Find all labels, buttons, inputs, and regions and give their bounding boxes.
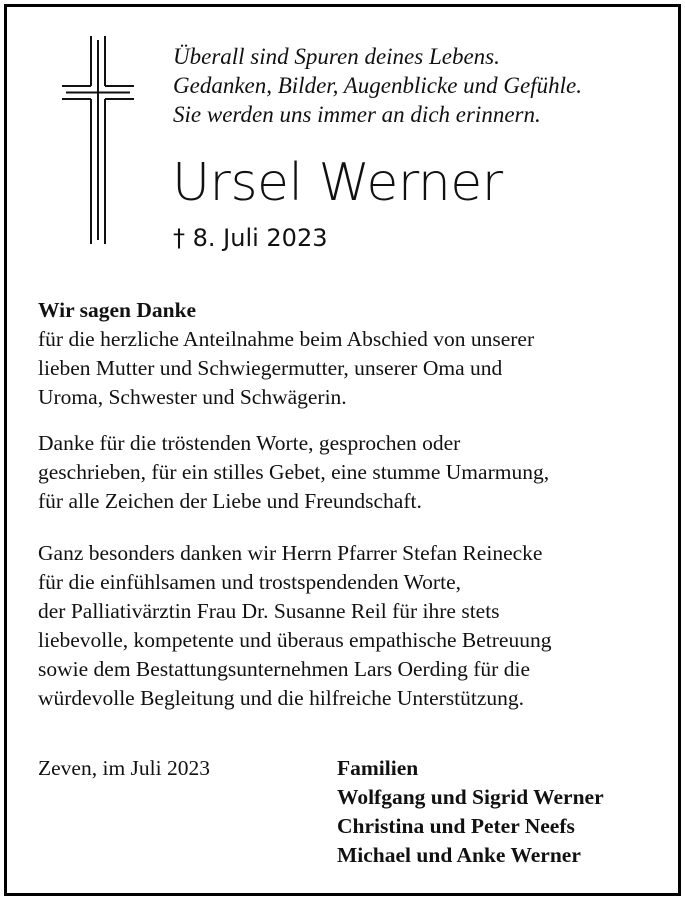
poem-line: Sie werden uns immer an dich erinnern. bbox=[173, 102, 541, 127]
poem bbox=[173, 42, 582, 129]
thanks-paragraph-2 bbox=[38, 429, 549, 516]
signer-line: Michael und Anke Werner bbox=[337, 843, 581, 867]
text-line: Ganz besonders danken wir Herrn Pfarrer Stefan Reinecke bbox=[38, 541, 543, 565]
text-line: für die einfühlsamen und trostspendenden Worte, bbox=[38, 570, 461, 594]
signer-line: Christina und Peter Neefs bbox=[337, 814, 575, 838]
text-line: Danke für die tröstenden Worte, gesprochen oder bbox=[38, 431, 461, 455]
text-line: geschrieben, für ein stilles Gebet, eine stumme Umarmung, bbox=[38, 460, 550, 484]
text-line: liebevolle, kompetente und überaus empathische Betreuung bbox=[38, 628, 552, 652]
signer-line: Wolfgang und Sigrid Werner bbox=[337, 785, 604, 809]
text-line: für die herzliche Anteilnahme beim Abschied von unserer bbox=[38, 327, 535, 351]
signer-line: Familien bbox=[337, 756, 419, 780]
poem-line: Überall sind Spuren deines Lebens. bbox=[173, 44, 500, 69]
text-line: sowie dem Bestattungsunternehmen Lars Oerding für die bbox=[38, 657, 530, 681]
text-line: der Palliativärztin Frau Dr. Susanne Reil für ihre stets bbox=[38, 599, 500, 623]
death-date: † 8. Juli 2023 bbox=[173, 224, 328, 252]
thanks-paragraph-3 bbox=[38, 539, 551, 713]
poem-line: Gedanken, Bilder, Augenblicke und Gefühle. bbox=[173, 73, 582, 98]
deceased-name: Ursel Werner bbox=[172, 153, 503, 213]
signers bbox=[337, 754, 604, 870]
cross-icon bbox=[62, 36, 146, 244]
thanks-heading: Wir sagen Danke bbox=[38, 298, 197, 322]
text-line: würdevolle Begleitung und die hilfreiche Unterstützung. bbox=[38, 686, 525, 710]
text-line: für alle Zeichen der Liebe und Freundschaft. bbox=[38, 489, 422, 513]
place-date: Zeven, im Juli 2023 bbox=[38, 756, 210, 780]
text-line: lieben Mutter und Schwiegermutter, unserer Oma und bbox=[38, 356, 503, 380]
thanks-paragraph-1 bbox=[38, 296, 534, 412]
text-line: Uroma, Schwester und Schwägerin. bbox=[38, 385, 347, 409]
